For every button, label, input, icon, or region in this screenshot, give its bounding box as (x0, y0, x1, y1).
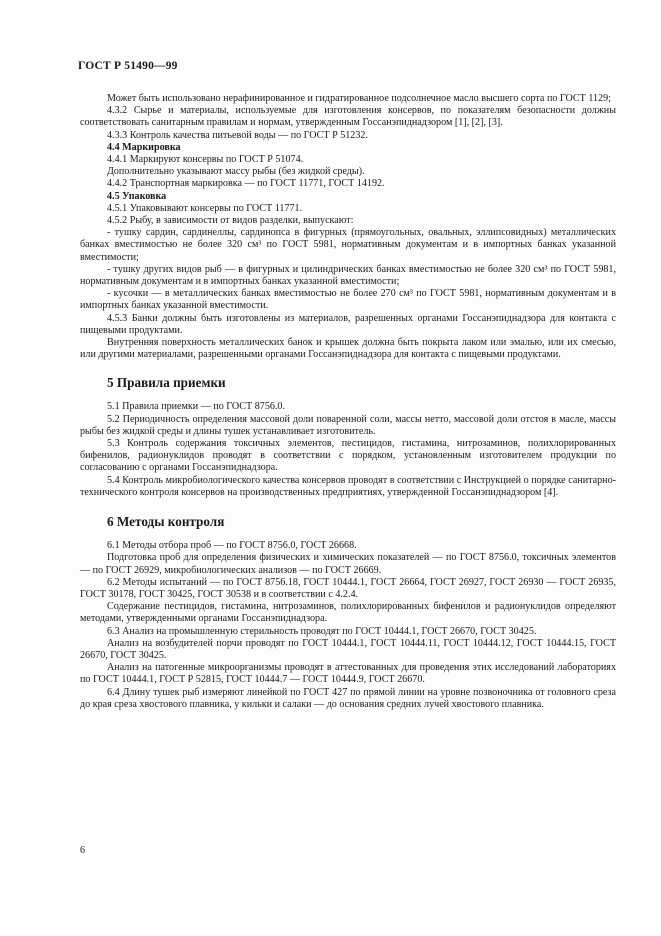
section-heading: 5 Правила приемки (107, 375, 226, 391)
page-number: 6 (80, 845, 85, 856)
paragraph: 6.3 Анализ на промышленную стерильность проводят по ГОСТ 10444.1, ГОСТ 26670, ГОСТ 30425. (107, 625, 537, 637)
paragraph: Анализ на возбудителей порчи проводят по ГОСТ 10444.1, ГОСТ 10444.11, ГОСТ 10444.12, ГОСТ 10444.15, ГОСТ 26670, ГОСТ 30425. (80, 637, 616, 661)
paragraph: 5.1 Правила приемки — по ГОСТ 8756.0. (107, 401, 286, 413)
list-item: - тушку других видов рыб — в фигурных и цилиндрических банках вместимостью не более 320 см³ по ГОСТ 5981, нормативным документам и в импортных банках указанной вместимости; (80, 263, 616, 288)
paragraph: 6.4 Длину тушек рыб измеряют линейкой по ГОСТ 427 по прямой линии на уровне позвоночника от головного среза до края среза хвостового плавника, у кильки и салаки — до основания средних лучей хвостового плавника. (80, 686, 616, 710)
paragraph: 4.5.1 Упаковывают консервы по ГОСТ 11771. (107, 202, 303, 214)
paragraph: Может быть использовано нерафинированное и гидратированное подсолнечное масло высшего сорта по ГОСТ 1129; (107, 93, 611, 104)
subsection-heading: 4.4 Маркировка (107, 141, 181, 153)
paragraph: 4.5.3 Банки должны быть изготовлены из материалов, разрешенных органами Госсанэпиднадзора для контакта с пищевыми продуктами. (80, 312, 616, 336)
subsection-heading: 4.5 Упаковка (107, 190, 167, 202)
paragraph: 5.2 Периодичность определения массовой доли поваренной соли, массы нетто, массовой доли отстоя в масле, массы рыбы без жидкой среды и длины тушек устанавливает изготовитель. (80, 413, 616, 437)
paragraph: Содержание пестицидов, гистамина, нитрозаминов, полихлорированных бифенилов и радионуклидов определяют методами, утвержденными органами Госсанэпиднадзора. (80, 601, 616, 625)
list-item: - тушку сардин, сардинеллы, сардинопса в фигурных (прямоугольных, овальных, эллипсовидных) металлических банках вместимостью не более 320 см³ по ГОСТ 5981, нормативным документам и в импортных банках указанной вместимости; (80, 227, 616, 263)
document-body (80, 93, 616, 711)
paragraph: Подготовка проб для определения физических и химических показателей — по ГОСТ 8756.0, токсичных элементов — по ГОСТ 26929, микробиологических анализов — по ГОСТ 26669. (80, 552, 616, 576)
paragraph: Внутренняя поверхность металлических банок и крышек должна быть покрыта лаком или эмалью, или их смесью, или другими материалами, разрешенными органами Госсанэпиднадзора для контакта с пищевыми продуктами. (80, 337, 616, 361)
paragraph: 5.3 Контроль содержания токсичных элементов, пестицидов, гистамина, нитрозаминов, полихлорированных бифенилов, радионуклидов проводят в соответствии с порядком, установленным изготовителем продукции по согласованию с органами Госсанэпиднадзора. (80, 438, 616, 474)
paragraph: 4.5.2 Рыбу, в зависимости от видов разделки, выпускают: (107, 215, 354, 227)
paragraph: 6.1 Методы отбора проб — по ГОСТ 8756.0, ГОСТ 26668. (107, 540, 357, 552)
paragraph: 4.4.2 Транспортная маркировка — по ГОСТ 11771, ГОСТ 14192. (107, 178, 385, 190)
list-item: - кусочки — в металлических банках вместимостью не более 270 см³ по ГОСТ 5981, нормативным документам и в импортных банках указанной вместимости. (80, 288, 616, 312)
paragraph: Анализ на патогенные микроорганизмы проводят в аттестованных для проведения этих исследований лабораториях по ГОСТ 10444.1, ГОСТ Р 52815, ГОСТ 10444.7 — ГОСТ 10444.9, ГОСТ 26670. (80, 662, 616, 686)
paragraph: 4.3.2 Сырье и материалы, используемые для изготовления консервов, по показателям безопасности должны соответствовать санитарным правилам и нормам, утвержденным Госсанэпиднадзором [1], [2], [3]. (80, 105, 616, 129)
document-header: ГОСТ Р 51490—99 (78, 60, 178, 72)
section-heading: 6 Методы контроля (107, 514, 225, 530)
paragraph: 4.4.1 Маркируют консервы по ГОСТ Р 51074. (107, 154, 304, 166)
paragraph: 4.3.3 Контроль качества питьевой воды — по ГОСТ Р 51232. (107, 129, 368, 141)
paragraph: Дополнительно указывают массу рыбы (без жидкой среды). (107, 166, 365, 178)
paragraph: 6.2 Методы испытаний — по ГОСТ 8756.18, ГОСТ 10444.1, ГОСТ 26664, ГОСТ 26927, ГОСТ 26930 — ГОСТ 26935, ГОСТ 30178, ГОСТ 30425, ГОСТ 30538 и в соответствии с 4.2.4. (80, 576, 616, 600)
paragraph: 5.4 Контроль микробиологического качества консервов проводят в соответствии с Инструкцией о порядке санитарно-технического контроля консервов на производственных предприятиях, утвержденной Госсанэпиднадзором [4]. (80, 474, 616, 498)
